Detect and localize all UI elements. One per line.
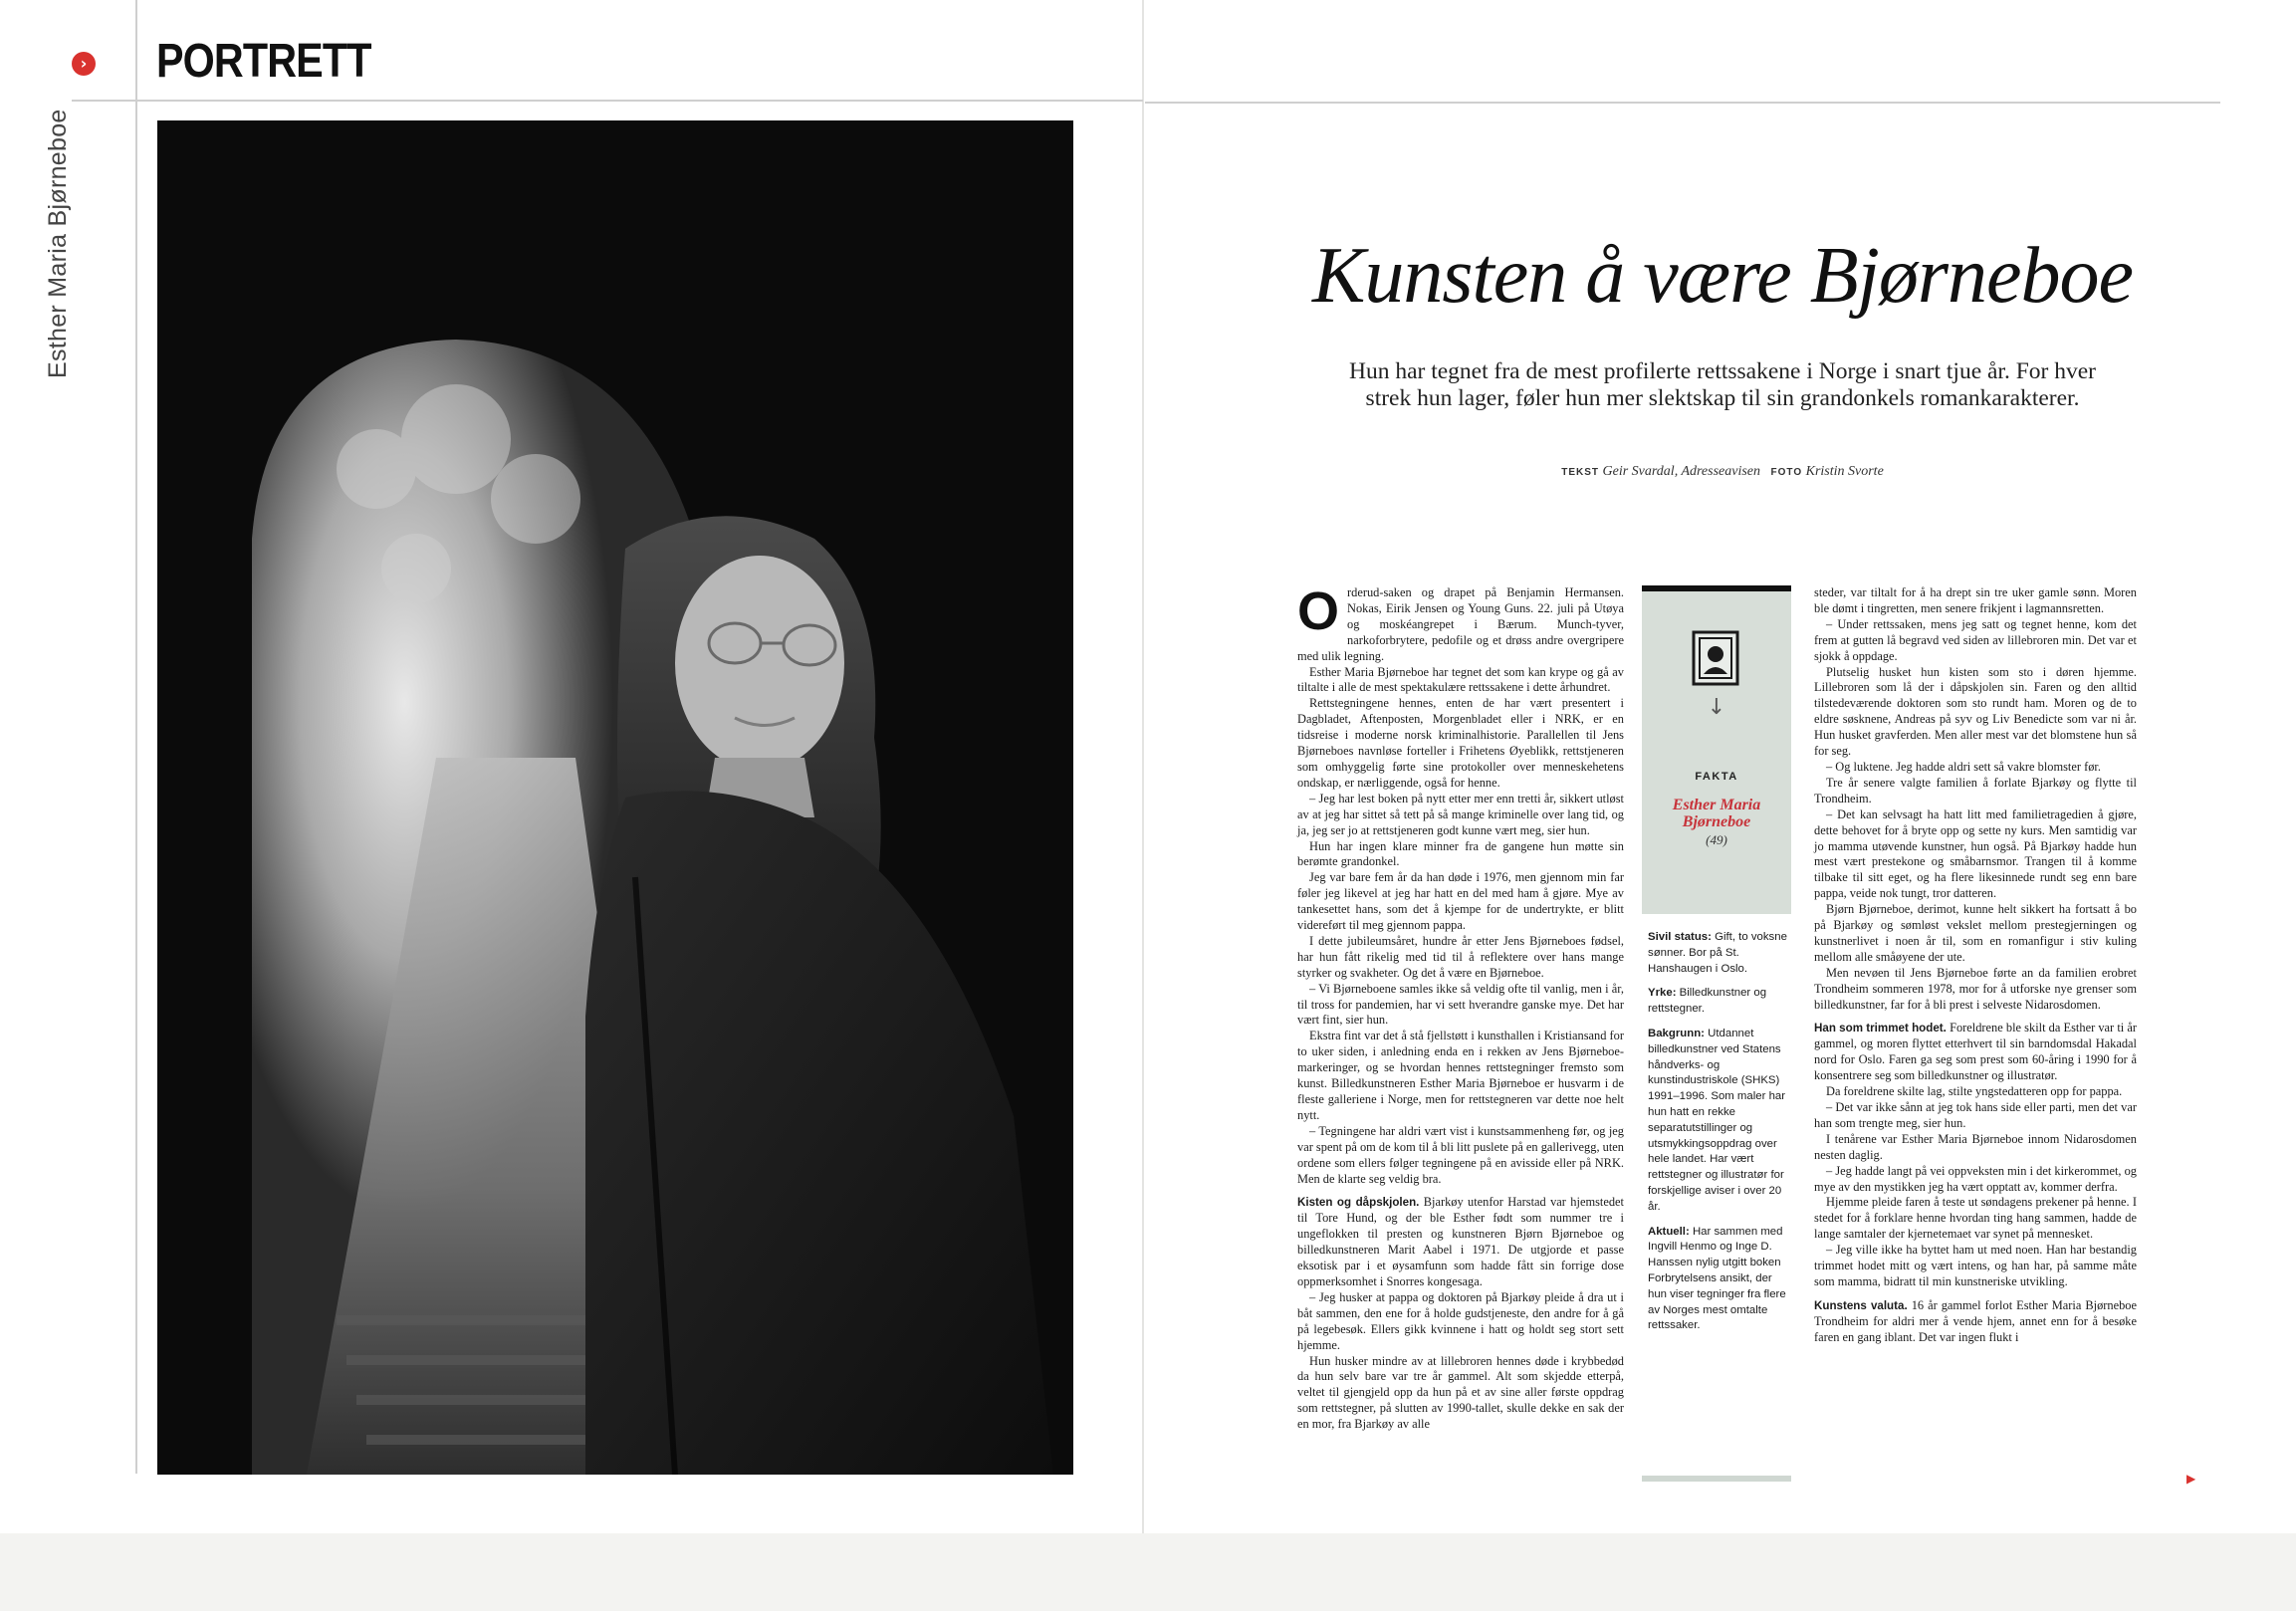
page-gutter bbox=[1142, 0, 1144, 1533]
article-column-1 bbox=[1297, 581, 1624, 1433]
continue-triangle-icon[interactable]: ▶ bbox=[2186, 1472, 2196, 1486]
fact-box-body bbox=[1648, 930, 1792, 1343]
article-column-3 bbox=[1814, 585, 2137, 1346]
fact-key: Yrke: bbox=[1648, 987, 1677, 1000]
portrait-photo-drawing bbox=[157, 120, 1073, 1475]
paragraph: Tre år senere valgte familien å forlate Bjarkøy og flytte til Trondheim. bbox=[1814, 775, 2137, 806]
paragraph: Esther Maria Bjørneboe har tegnet det som kan krype og gå av tiltalte i alle de mest spektakulære rettssakene i dette århundret. bbox=[1297, 664, 1624, 695]
article-headline: Kunsten å være Bjørneboe bbox=[1311, 232, 2133, 320]
subheading: Kisten og dåpskjolen. bbox=[1297, 1196, 1420, 1210]
paragraph: – Jeg hadde langt på vei oppveksten min i det kirkerommet, og mye av den mystikken jeg ha vært opptatt av, kommer derfra. bbox=[1814, 1163, 2137, 1194]
section-label: PORTRETT bbox=[156, 35, 371, 88]
paragraph: – Jeg har lest boken på nytt etter mer enn tretti år, sikkert utløst av at jeg har sittet så tett på så mange kriminelle over lang tid, og ja, jeg ser jo at rettstjeneren godt kunne vært meg, sier hun. bbox=[1297, 791, 1624, 837]
paragraph: – Vi Bjørneboene samles ikke så veldig ofte til vanlig, men i år, til tross for pandemien, har vi sett hverandre ganske mye. Det har vært fint, sier hun. bbox=[1297, 981, 1624, 1028]
paragraph: – Tegningene har aldri vært vist i kunstsammenheng før, og jeg var spent på om de kom til å bli litt puslete på en gallerivegg, uten ordene som ellers følger tegningene på en avisside eller på NRK. Men de klarte seg veldig bra. bbox=[1297, 1123, 1624, 1186]
fact-box-age: (49) bbox=[1706, 832, 1727, 847]
paragraph: – Og luktene. Jeg hadde aldri sett så vakre blomster før. bbox=[1826, 759, 2101, 774]
fact-item bbox=[1648, 930, 1792, 977]
subheading: Han som trimmet hodet. bbox=[1814, 1022, 1947, 1036]
portrait-photo bbox=[157, 120, 1073, 1475]
paragraph: Rettstegningene hennes, enten de har vært presentert i Dagbladet, Aftenposten, Morgenbladet eller i NRK, er en tidsreise i moderne norsk kriminalhistorie. Parallellen til Jens Bjørneboes navnløse forteller i Frihetens Øyeblikk, rettstjeneren som omhyggelig førte sine protokoller over menneskehetens ondskap, er nærliggende, også for henne. bbox=[1297, 696, 1624, 790]
left-margin-rule bbox=[135, 0, 137, 1474]
header-rule-right bbox=[1145, 102, 2220, 104]
paragraph: – Under rettssaken, mens jeg satt og tegnet henne, kom det frem at gutten lå begravd ved siden av lillebroren min. Det var et sjokk å oppdage. bbox=[1814, 616, 2137, 663]
subheading-text: 16 år gammel forlot Esther Maria Bjørneboe Trondheim for aldri mer å vende hjem, annet enn for å besøke faren en gang iblant. Det var ingen flukt i bbox=[1814, 1297, 2137, 1344]
fact-item bbox=[1648, 1225, 1792, 1335]
down-arrow-icon: ↓ bbox=[1707, 695, 1726, 720]
fact-key: Aktuell: bbox=[1648, 1225, 1690, 1238]
subheading: Kunstens valuta. bbox=[1814, 1298, 1908, 1312]
fact-box-label: FAKTA bbox=[1695, 771, 1738, 783]
fact-key: Bakgrunn: bbox=[1648, 1027, 1705, 1039]
paragraph: Da foreldrene skilte lag, stilte yngstedatteren opp for pappa. bbox=[1826, 1084, 2123, 1099]
paragraph: Plutselig husket hun kisten som sto i døren hjemme. Lillebroren som lå der i dåpskjolen sin. Faren og den alltid tilstedeværende doktoren som sto rundt ham. Moren og de to eldre søsknene, Andreas på syv og Liv Benedicte som var ni år. Hun husket gravferden. Men aller mest var det blomstene hun så for seg. bbox=[1814, 664, 2137, 759]
subheading-text: Bjarkøy utenfor Harstad var hjemstedet til Tore Hund, og der ble Esther født som nummer tre i ungeflokken til presten og kunstneren Bjørn Bjørneboe og billedkunstneren Marit Aabel i 1971. De utgjorde et passe eksotisk par i et øysamfunn som hadde fått sin forrige dose oppmerksomhet i Snorres kongesaga. bbox=[1297, 1195, 1624, 1288]
paragraph: Men nevøen til Jens Bjørneboe førte an da familien erobret Trondheim sommeren 1978, mor for å utforske nye grenser som billedkunstner, far for å bli prest i selveste Nidarosdomen. bbox=[1814, 965, 2137, 1012]
paragraph: I dette jubileumsåret, hundre år etter Jens Bjørneboes fødsel, har hun fått rikelig med tid til å reflektere over hans mange styrker og svakheter. Og det å være en Bjørneboe. bbox=[1297, 933, 1624, 980]
fact-value: Billedkunstner og rettstegner. bbox=[1648, 987, 1767, 1016]
arrow-right-icon[interactable]: › bbox=[72, 52, 96, 76]
paragraph: rderud-saken og drapet på Benjamin Hermansen. Nokas, Eirik Jensen og Young Guns. 22. juli på Utøya og moskéangrepet i Bærum. Munch-tyver, narkoforbrytere, pedofile og et drøss andre overgripere med ulik legning. bbox=[1297, 585, 1624, 663]
side-name-label: Esther Maria Bjørneboe bbox=[44, 109, 72, 378]
fact-item bbox=[1648, 986, 1792, 1018]
credit-photo-label: FOTO bbox=[1770, 467, 1803, 478]
paragraph: Hun har ingen klare minner fra de gangene hun møtte sin berømte grandonkel. bbox=[1297, 838, 1624, 869]
subheading-paragraph bbox=[1814, 1021, 2137, 1084]
drop-cap: O bbox=[1297, 581, 1340, 641]
paragraph: Hun husker mindre av at lillebroren hennes døde i krybbedød da hun selv bare var tre år gammel. Alt som skjedde etterpå, veltet til gjengjeld opp da hun på et av sine aller første oppdrag som rettstegner, på slutten av 1990-tallet, skulle dekke en sak der en mor, fra Bjarkøy av alle bbox=[1297, 1353, 1624, 1432]
paragraph: Hjemme pleide faren å teste ut søndagens prekener på henne. I stedet for å forklare henne hvordan ting hang sammen, hadde de lange samtaler der kjernetemaet var synet på mennesket. bbox=[1814, 1195, 2137, 1242]
fact-item bbox=[1648, 1027, 1792, 1216]
paragraph: – Det var ikke sånn at jeg tok hans side eller parti, men det var han som trengte meg, sier hun. bbox=[1814, 1100, 2137, 1130]
subheading-paragraph bbox=[1814, 1298, 2137, 1346]
paragraph: I tenårene var Esther Maria Bjørneboe innom Nidarosdomen nesten daglig. bbox=[1814, 1131, 2137, 1162]
subheading-text: Foreldrene ble skilt da Esther var ti år gammel, og moren flyttet etterhvert til sin barndomsdal Hakadal nord for Oslo. Faren ga seg som prest som 60-åring i 1990 for å konsentrere seg som billedkunstner og illustratør. bbox=[1814, 1021, 2137, 1083]
paragraph: Jeg var bare fem år da han døde i 1976, men gjennom min far føler jeg likevel at jeg har hatt en del med ham å gjøre. Mye av tankesettet hans, som det å kjempe for de undertrykte, er blitt videreført til meg gjennom pappa. bbox=[1297, 870, 1624, 933]
fact-box-bottom-bar bbox=[1642, 1476, 1791, 1482]
paragraph: – Jeg husker at pappa og doktoren på Bjarkøy pleide å dra ut i båt sammen, den ene for å holde gudstjeneste, den andre for å gå på legebesøk. Ellers gikk kvinnene i hatt og holdt seg stort sett hjemme. bbox=[1297, 1289, 1624, 1352]
paragraph: – Det kan selvsagt ha hatt litt med familietragedien å gjøre, dette behovet for å bryte opp og sette ny kurs. Men samtidig var jo mamma utøvende kunstner, hun også. På Bjarkøy hadde hun mest vært prestekone og småbarnsmor. Trangen til å komme tilbake til sitt eget, og ha flere likesinnede rundt seg enn bare pappa, veide nok tungt, tror datteren. bbox=[1814, 806, 2137, 901]
paragraph: Ekstra fint var det å stå fjellstøtt i kunsthallen i Kristiansand for to uker siden, i anledning enda en i rekken av Jens Bjørneboe-markeringer, og se hvordan hennes rettstegninger fremsto som kunst. Billedkunstneren Esther Maria Bjørneboe er husvarm i de fleste galleriene i Norge, men for rettstegneren var dette noe helt nytt. bbox=[1297, 1029, 1624, 1122]
paragraph: steder, var tiltalt for å ha drept sin tre uker gamle sønn. Moren ble dømt i tingretten, men senere frikjent i lagmannsretten. bbox=[1814, 585, 2137, 615]
fact-box-name: Esther Maria Bjørneboe bbox=[1672, 797, 1761, 830]
fact-value: Har sammen med Ingvill Henmo og Inge D. Hanssen nylig utgitt boken Forbrytelsens ansikt, der hun viser tegninger fra flere av Norges mest omtalte rettssaker. bbox=[1648, 1225, 1786, 1332]
byline bbox=[1324, 464, 2121, 480]
paragraph: Bjørn Bjørneboe, derimot, kunne helt sikkert ha fortsatt å bo på Bjarkøy og sømløst vekslet mellom prestegjerningen og kunstnerlivet i noen år til, som en romanfigur i stiv kuling mellom alle småøyene der ute. bbox=[1814, 902, 2137, 964]
credit-photo-name: Kristin Svorte bbox=[1805, 464, 1884, 479]
credit-text-label: TEKST bbox=[1561, 467, 1599, 478]
header-rule-left bbox=[72, 100, 1143, 102]
paragraph: – Jeg ville ikke ha byttet ham ut med noen. Han har bestandig trimmet hodet mitt og vært intens, og han har, på samme måte som mamma, bidratt til min kunstneriske utvikling. bbox=[1814, 1243, 2137, 1288]
fact-key: Sivil status: bbox=[1648, 931, 1712, 943]
subheading-paragraph bbox=[1297, 1195, 1624, 1289]
fact-value: Utdannet billedkunstner ved Statens håndverks- og kunstindustriskole (SHKS) 1991–1996. Som maler har hun hatt en rekke separatutstillinger og utsmykkingsoppdrag over hele landet. Har vært rettstegner og illustratør for forskjellige aviser i over 20 år. bbox=[1648, 1027, 1786, 1213]
article-dek: Hun har tegnet fra de mest profilerte rettssakene i Norge i snart tjue år. For hver strek hun lager, føler hun mer slektskap til sin grandonkels romankarakterer. bbox=[1348, 358, 2096, 411]
framed-portrait-emblem-icon bbox=[1692, 630, 1739, 686]
fact-value: Gift, to voksne sønner. Bor på St. Hanshaugen i Oslo. bbox=[1648, 931, 1787, 975]
credit-text-name: Geir Svardal, Adresseavisen bbox=[1602, 464, 1761, 479]
viewer-background bbox=[0, 1533, 2296, 1611]
